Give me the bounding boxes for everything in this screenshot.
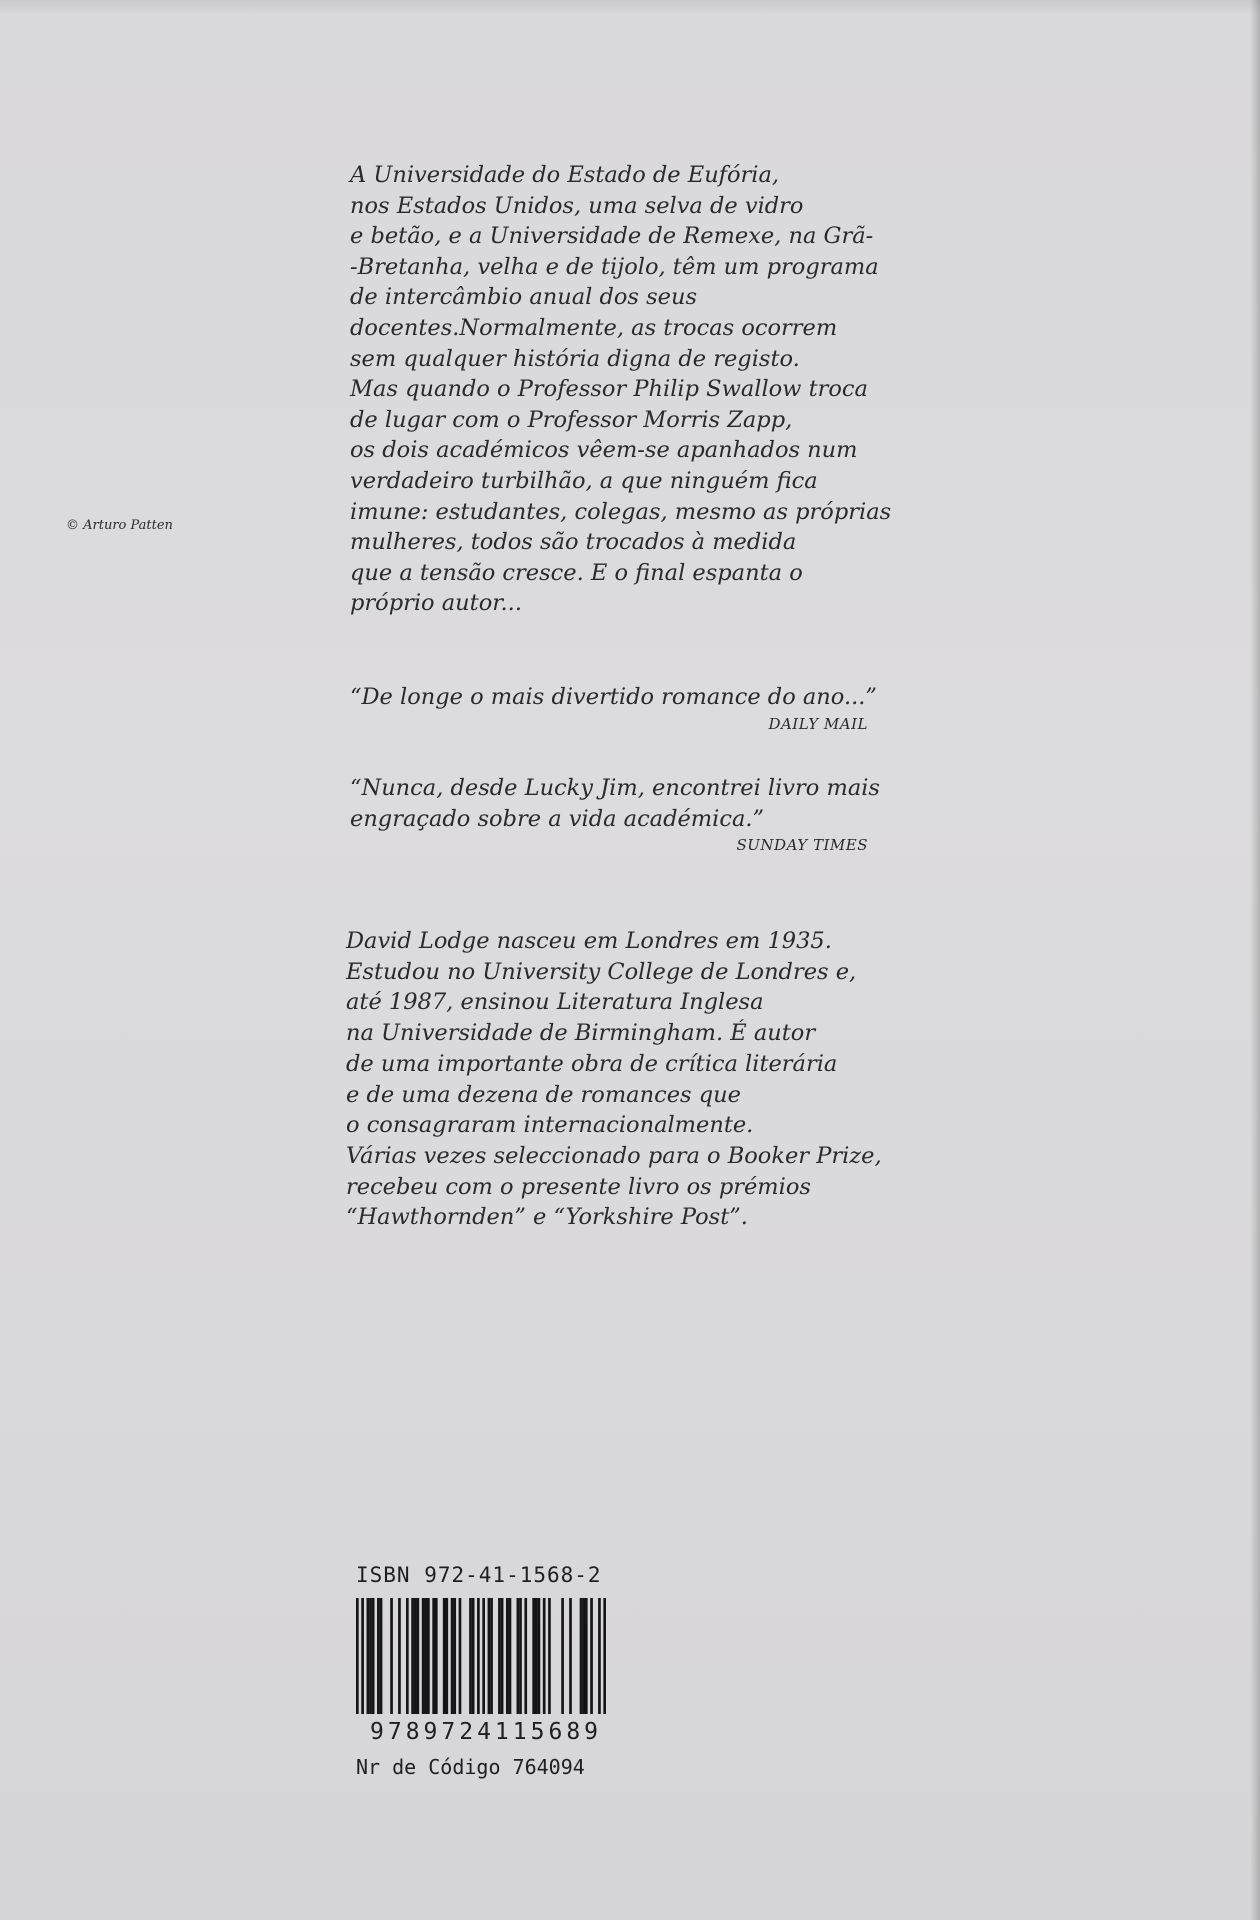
isbn-label: ISBN 972-41-1568-2 [356, 1563, 602, 1587]
barcode-bar [390, 1598, 393, 1714]
quote-source: DAILY MAIL [768, 714, 868, 733]
barcode-bar [598, 1598, 601, 1714]
cover-top-edge [0, 0, 1260, 14]
barcode-bar [432, 1598, 435, 1714]
barcode-bar [535, 1598, 538, 1714]
barcode-image [356, 1598, 606, 1714]
photo-credit: © Arturo Patten [66, 518, 173, 533]
bio-line: o consagraram internacionalmente. [346, 1112, 754, 1139]
barcode-bar [509, 1598, 512, 1714]
blurb-line: -Bretanha, velha e de tijolo, têm um programa [350, 253, 879, 280]
bio-line: e de uma dezena de romances que [346, 1081, 741, 1108]
barcode-bar [406, 1598, 409, 1714]
blurb-line: imune: estudantes, colegas, mesmo as próprias [350, 498, 892, 525]
barcode-bar [451, 1598, 454, 1714]
barcode-bar [482, 1598, 485, 1714]
bio-line: David Lodge nasceu em Londres em 1935. [346, 928, 832, 954]
blurb-line: nos Estados Unidos, uma selva de vidro [350, 192, 804, 219]
barcode-bar [548, 1598, 551, 1714]
bio-line: até 1987, ensinou Literatura Inglesa [346, 989, 764, 1016]
barcode-bar [603, 1598, 606, 1714]
barcode-bar [519, 1598, 522, 1714]
blurb-line: que a tensão cresce. E o final espanta o [350, 559, 803, 586]
barcode-bar [411, 1598, 414, 1714]
barcode-bar [367, 1598, 370, 1714]
bio-line: Várias vezes seleccionado para o Booker Prize, [346, 1142, 882, 1169]
barcode-bar [377, 1598, 380, 1714]
barcode-bar [524, 1598, 527, 1714]
barcode-bar [543, 1598, 546, 1714]
barcode-bar [469, 1598, 472, 1714]
barcode-bar [361, 1598, 364, 1714]
blurb-line: A Universidade do Estado de Eufória, [350, 162, 780, 188]
barcode-bar [532, 1598, 535, 1714]
barcode-bar [590, 1598, 593, 1714]
quote-text: engraçado sobre a vida académica.” [350, 805, 765, 832]
bio-line: de uma importante obra de crítica literária [346, 1050, 838, 1077]
barcode-bar [506, 1598, 509, 1714]
ean-digits: 9789724115689 [370, 1719, 603, 1745]
barcode-bar [569, 1598, 572, 1714]
synopsis-blurb [350, 160, 910, 619]
bio-line: na Universidade de Birmingham. É autor [346, 1020, 816, 1047]
quote-text: “Nunca, desde Lucky Jim, encontrei livro mais [350, 775, 880, 801]
review-quote-sunday-times [350, 773, 880, 856]
barcode-bar [453, 1598, 456, 1714]
blurb-line: docentes.Normalmente, as trocas ocorrem [350, 314, 838, 341]
barcode-bar [498, 1598, 501, 1714]
review-quote-daily-mail [350, 682, 877, 735]
quote-text: “De longe o mais divertido romance do ano...” [350, 684, 877, 710]
barcode-bar [459, 1598, 462, 1714]
barcode-bar [356, 1598, 359, 1714]
barcode-bar [585, 1598, 588, 1714]
author-bio [346, 926, 916, 1233]
barcode-bar [561, 1598, 564, 1714]
blurb-line: verdadeiro turbilhão, a que ninguém fica [350, 467, 818, 494]
barcode-bar [369, 1598, 372, 1714]
barcode-bar [427, 1598, 430, 1714]
barcode-bar [372, 1598, 375, 1714]
quote-source: SUNDAY TIMES [736, 836, 868, 855]
barcode-bar [501, 1598, 504, 1714]
blurb-line: de intercâmbio anual dos seus [350, 284, 698, 311]
barcode-bar [398, 1598, 401, 1714]
barcode-block [356, 1562, 616, 1780]
barcode-bar [538, 1598, 541, 1714]
blurb-line: Mas quando o Professor Philip Swallow troca [350, 376, 868, 403]
barcode-bar [422, 1598, 425, 1714]
cover-right-edge [1250, 0, 1260, 1920]
barcode-bar [380, 1598, 383, 1714]
blurb-line: mulheres, todos são trocados à medida [350, 529, 797, 556]
barcode-bar [443, 1598, 446, 1714]
barcode-bar [472, 1598, 475, 1714]
barcode-bar [488, 1598, 491, 1714]
barcode-bar [435, 1598, 438, 1714]
barcode-bar [424, 1598, 427, 1714]
bio-line: Estudou no University College de Londres e, [346, 958, 857, 985]
barcode-bar [517, 1598, 520, 1714]
barcode-bar [477, 1598, 480, 1714]
product-code: Nr de Código 764094 [356, 1755, 585, 1779]
barcode-bar [417, 1598, 420, 1714]
bio-line: recebeu com o presente livro os prémios [346, 1173, 811, 1200]
barcode-bar [580, 1598, 583, 1714]
barcode-bar [490, 1598, 493, 1714]
blurb-line: e betão, e a Universidade de Remexe, na Grã- [350, 223, 874, 250]
blurb-line: de lugar com o Professor Morris Zapp, [350, 406, 793, 433]
blurb-line: próprio autor... [350, 590, 522, 617]
blurb-line: os dois académicos vêem-se apanhados num [350, 437, 858, 464]
barcode-bar [445, 1598, 448, 1714]
barcode-bar [582, 1598, 585, 1714]
barcode-bar [414, 1598, 417, 1714]
blurb-line: sem qualquer história digna de registo. [350, 345, 800, 372]
bio-line: “Hawthornden” e “Yorkshire Post”. [346, 1204, 748, 1231]
